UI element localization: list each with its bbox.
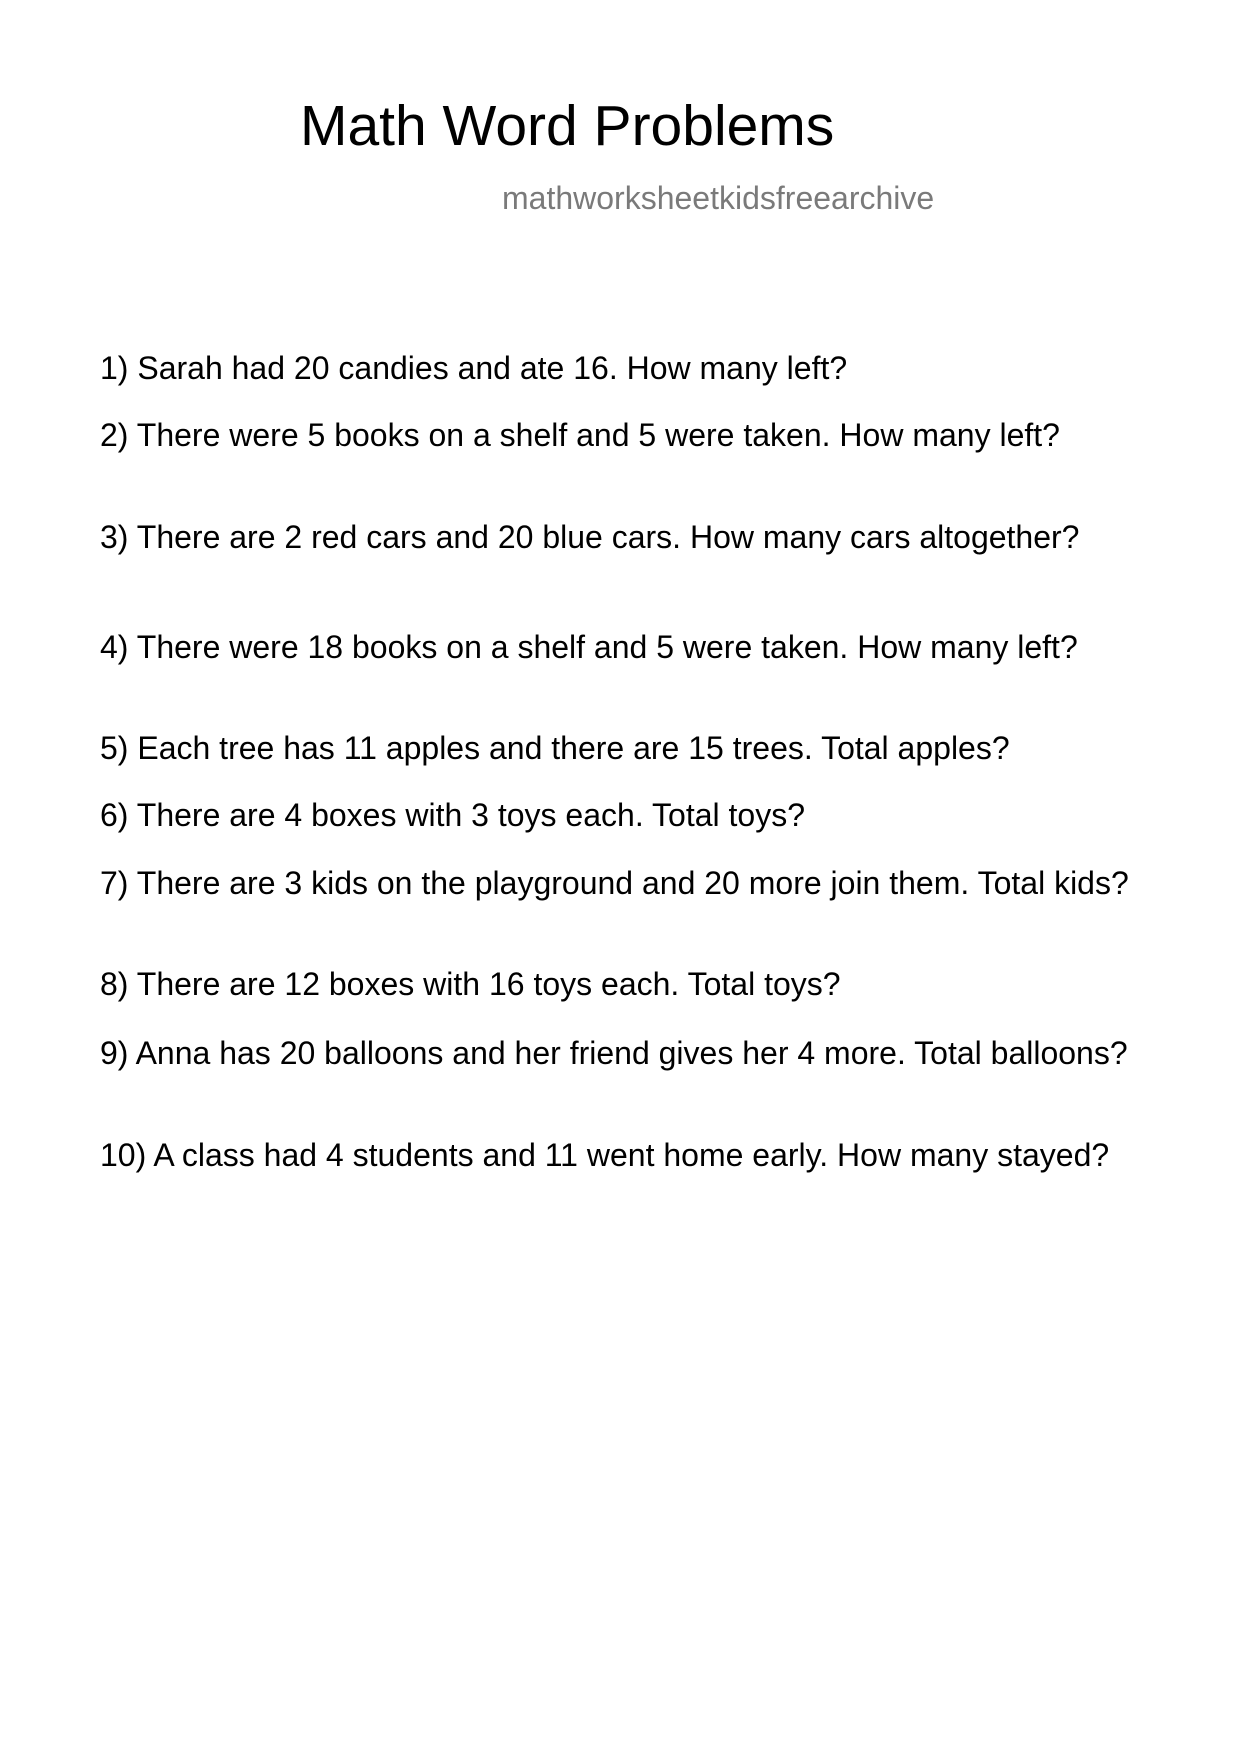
- problem-9: 9) Anna has 20 balloons and her friend gives her 4 more. Total balloons?: [100, 1035, 1128, 1071]
- problem-7: 7) There are 3 kids on the playground and 20 more join them. Total kids?: [100, 865, 1129, 901]
- problem-1: 1) Sarah had 20 candies and ate 16. How many left?: [100, 350, 848, 386]
- problem-10: 10) A class had 4 students and 11 went home early. How many stayed?: [100, 1137, 1110, 1173]
- problem-2: 2) There were 5 books on a shelf and 5 were taken. How many left?: [100, 417, 1060, 453]
- problem-6: 6) There are 4 boxes with 3 toys each. Total toys?: [100, 797, 805, 833]
- source-watermark: mathworksheetkidsfreearchive: [502, 180, 935, 216]
- problem-4: 4) There were 18 books on a shelf and 5 were taken. How many left?: [100, 629, 1078, 665]
- page-title: Math Word Problems: [300, 94, 835, 158]
- problem-5: 5) Each tree has 11 apples and there are 15 trees. Total apples?: [100, 730, 1010, 766]
- problem-3: 3) There are 2 red cars and 20 blue cars. How many cars altogether?: [100, 519, 1080, 555]
- problem-8: 8) There are 12 boxes with 16 toys each. Total toys?: [100, 966, 841, 1002]
